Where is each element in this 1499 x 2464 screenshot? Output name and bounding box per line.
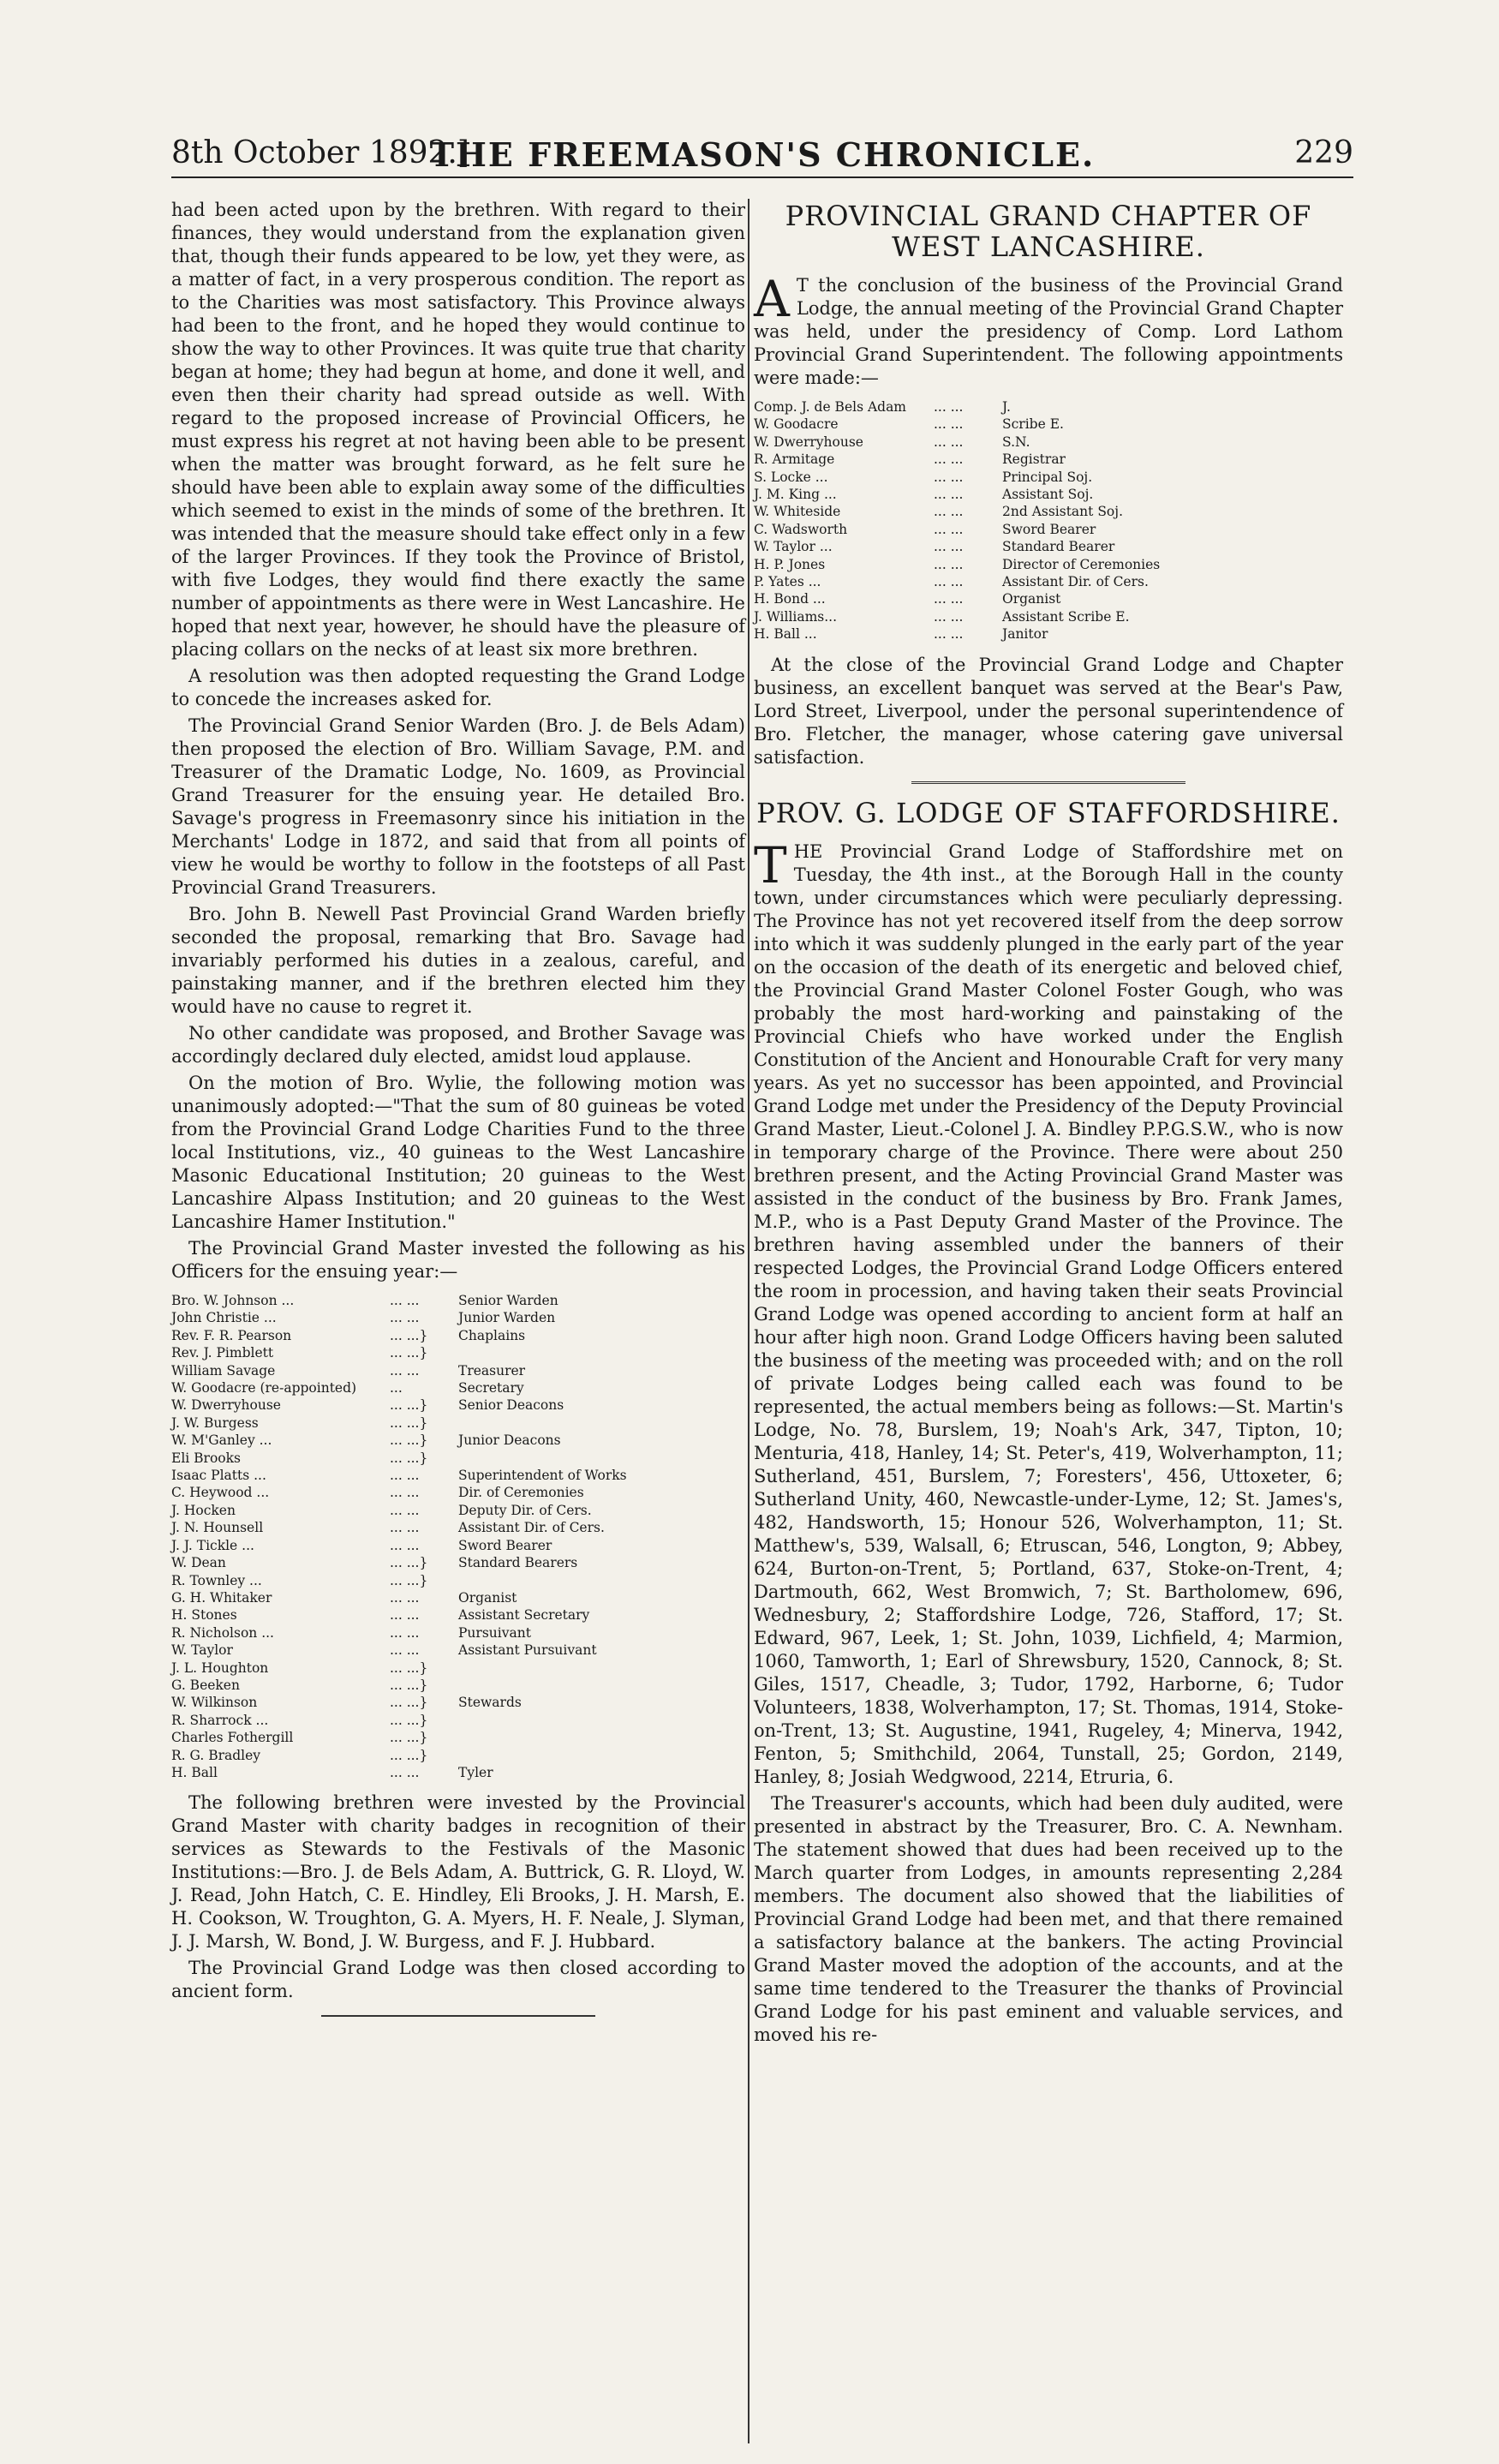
list-item xyxy=(754,538,1343,555)
paragraph: had been acted upon by the brethren. With regard to their finances, they would understand from the explanation given that, though their funds appeared to be low, yet they were, as a matter of fact, in a very prosperous condition. The report as to the Charities was most satisfactory. This Province always had been to the front, and he hoped they would continue to show the way to other Provinces. It was quite true that charity began at home; they had begun at home, and done it well, and even then their charity had spread outside as well. With regard to the proposed increase of Provincial Officers, he must express his regret at not having been able to be present when the matter was brought forward, as he felt sure he should have been able to explain away some of the difficulties which seemed to exist in the minds of some of the brethren. It was intended that the measure should take effect only in a few of the larger Provinces. If they took the Province of Bristol, with five Lodges, they would find there exactly the same number of appointments as there were in West Lancashire. He hoped that next year, however, he should have the pleasure of placing collars on the necks of at least six more brethren. xyxy=(171,200,745,660)
list-item-dots: ... ...} xyxy=(390,1432,428,1449)
list-item-dots: ... ...} xyxy=(390,1397,428,1414)
paragraph: On the motion of Bro. Wylie, the following motion was unanimously adopted:—"That the sum of 80 guineas be voted from the Provincial Grand Lodge Charities Fund to the three local Institutions, viz., 40 guineas to the West Lancashire Masonic Educational Institution; 20 guineas to the West Lancashire Alpass Institution; and 20 guineas to the West Lancashire Hamer Institution." xyxy=(171,1073,745,1232)
list-item xyxy=(171,1344,745,1361)
list-item-name: Charles Fothergill xyxy=(171,1730,294,1746)
list-item-office: Assistant Dir. of Cers. xyxy=(458,1520,605,1536)
list-item xyxy=(171,1484,745,1501)
list-item-office: Treasurer xyxy=(458,1362,526,1379)
list-item-name: P. Yates ... xyxy=(754,574,821,590)
list-item xyxy=(171,1606,745,1624)
list-item-name: Rev. F. R. Pearson xyxy=(171,1327,292,1343)
list-item-office xyxy=(458,1344,745,1361)
list-item-office xyxy=(458,1712,745,1729)
list-item-office xyxy=(458,1450,745,1467)
list-item-name: S. Locke ... xyxy=(754,469,828,485)
list-item-dots: ... ... xyxy=(390,1520,420,1536)
list-item-office xyxy=(458,1729,745,1746)
list-item-name: W. Wilkinson xyxy=(171,1695,258,1711)
paragraph: The Provincial Grand Senior Warden (Bro. J. de Bels Adam) then proposed the election of Bro. William Savage, P.M. and Treasurer of the Dramatic Lodge, No. 1609, as Provincial Grand Treasurer for the ensuing year. He detailed Bro. Savage's progress in Freemasonry since his initiation in the Merchants' Lodge in 1872, and said that from all points of view he would be worthy to follow in the footsteps of all Past Provincial Grand Treasurers. xyxy=(171,715,745,898)
list-item-office: Assistant Scribe E. xyxy=(1002,608,1130,625)
list-item xyxy=(171,1572,745,1589)
list-item-office: Deputy Dir. of Cers. xyxy=(458,1502,592,1518)
list-item-office: Registrar xyxy=(1002,452,1066,468)
list-item xyxy=(171,1467,745,1484)
paragraph: The following brethren were invested by the Provincial Grand Master with charity badges in recognition of their services as Stewards to the Festivals of the Masonic Institutions:—Bro. J. de Bels Adam, A. Buttrick, G. R. Lloyd, W. J. Read, John Hatch, C. E. Hindley, Eli Brooks, J. H. Marsh, E. H. Cookson, W. Troughton, G. A. Myers, H. F. Neale, J. Slyman, J. J. Marsh, W. Bond, J. W. Burgess, and F. J. Hubbard. xyxy=(171,1792,745,1953)
list-item-dots: ... ...} xyxy=(390,1414,428,1431)
list-item-office: Standard Bearer xyxy=(1002,539,1115,555)
paragraph: The Treasurer's accounts, which had been duly audited, were presented in abstract by the Treasurer, Bro. C. A. Newnham. The statement showed that dues had been received up to the March quarter from Lodges, in amounts representing 2,284 members. The document also showed that the liabilities of Provincial Grand Lodge had been met, and that there remained a satisfactory balance at the bankers. The acting Provincial Grand Master moved the adoption of the accounts, and at the same time tendered to the Treasurer the thanks of Provincial Grand Lodge for his past eminent and valuable services, and moved his re- xyxy=(754,1792,1343,2045)
list-item-dots: ... ...} xyxy=(390,1695,428,1711)
list-item-dots: ... ... xyxy=(934,539,964,555)
list-item-office: Principal Soj. xyxy=(1002,469,1093,485)
list-item-name: H. Ball ... xyxy=(754,626,817,643)
left-column xyxy=(171,199,745,2030)
list-item-name: H. Ball xyxy=(171,1764,218,1780)
list-item xyxy=(171,1502,745,1519)
officers-list xyxy=(171,1292,745,1781)
paragraph-text: HE Provincial Grand Lodge of Staffordshire met on Tuesday, the 4th inst., at the Borough Hall in the county town, under circumstances which were peculiarly depressing. The Province has not yet recovered itself from the deep sorrow into which it was suddenly plunged in the early part of the year on the occasion of the death of its energetic and beloved chief, the Provincial Grand Master Colonel Foster Gough, who was probably the most hard-working and painstaking of the Provincial Chiefs who have worked under the English Constitution of the Ancient and Honourable Craft for very many years. As yet no successor has been appointed, and Provincial Grand Lodge met under the Presidency of the Deputy Provincial Grand Master, Lieut.-Colonel J. A. Bindley P.P.G.S.W., who is now in temporary charge of the Province. There were about 250 brethren present, and the Acting Provincial Grand Master was assisted in the conduct of the business by Bro. Frank James, M.P., who is a Past Deputy Grand Master of the Province. The brethren having assembled under the banners of their respected Lodges, the Provincial Grand Lodge Officers entered the room in procession, and having taken their seats Provincial Grand Lodge was opened according to ancient form at half an hour after high noon. Grand Lodge Officers having been saluted the business of the meeting was proceeded with; and on the roll of private Lodges being called each was found to be represented, the actual members being as follows:—St. Martin's Lodge, No. 78, Burslem, 19; Noah's Ark, 347, Tipton, 10; Menturia, 418, Hanley, 14; St. Peter's, 419, Wolverhampton, 11; Sutherland, 451, Burslem, 7; Foresters', 456, Uttoxeter, 6; Sutherland Unity, 460, Newcastle-under-Lyme, 12; St. James's, 482, Handsworth, 15; Honour 526, Wolverhampton, 11; St. Matthew's, 539, Walsall, 6; Etruscan, 546, Longton, 9; Abbey, 624, Burton-on-Trent, 5; Portland, 637, Stoke-on-Trent, 4; Dartmouth, 662, West Bromwich, 7; St. Bartholomew, 696, Wednesbury, 2; Staffordshire Lodge, 726, Stafford, 17; St. Edward, 967, Leek, 1; St. John, 1039, Lichfield, 4; Marmion, 1060, Tamworth, 1; Earl of Shrewsbury, 1520, Cannock, 8; St. Giles, 1517, Cheadle, 3; Tudor, 1792, Harborne, 6; Tudor Volunteers, 1838, Wolverhampton, 17; St. Thomas, 1914, Stoke-on-Trent, 13; St. Augustine, 1941, Rugeley, 4; Minerva, 1942, Fenton, 5; Smithchild, 2064, Tunstall, 25; Gordon, 2149, Hanley, 8; Josiah Wedgwood, 2214, Etruria, 6. xyxy=(754,840,1343,1787)
list-item-dots: ... ... xyxy=(934,574,964,590)
list-item-office: Senior Deacons xyxy=(458,1397,564,1414)
list-item-name: R. Townley ... xyxy=(171,1572,262,1588)
list-item-dots: ... ... xyxy=(390,1642,420,1659)
list-item xyxy=(171,1362,745,1379)
list-item xyxy=(171,1432,745,1449)
paragraph: The Provincial Grand Lodge was then closed according to ancient form. xyxy=(171,1958,745,2002)
list-item xyxy=(171,1537,745,1554)
list-item-office: Tyler xyxy=(458,1764,493,1780)
list-item xyxy=(171,1624,745,1642)
list-item-office: Assistant Pursuivant xyxy=(458,1642,597,1659)
list-item xyxy=(171,1642,745,1659)
list-item-dots: ... ... xyxy=(934,399,964,415)
list-item-dots: ... ... xyxy=(390,1468,420,1484)
list-item-name: H. Bond ... xyxy=(754,591,826,607)
list-item-name: W. Dean xyxy=(171,1555,226,1571)
list-item-name: Rev. J. Pimblett xyxy=(171,1345,274,1361)
list-item-office: Organist xyxy=(458,1589,517,1606)
list-item-name: G. Beeken xyxy=(171,1677,240,1693)
list-item-name: J. N. Hounsell xyxy=(171,1520,264,1536)
list-item xyxy=(171,1450,745,1467)
list-item-office: Sword Bearer xyxy=(1002,521,1096,537)
list-item xyxy=(754,625,1343,643)
list-item-name: R. Sharrock ... xyxy=(171,1712,269,1728)
list-item-name: John Christie ... xyxy=(171,1310,277,1326)
list-item-office: Junior Deacons xyxy=(458,1432,561,1449)
list-item xyxy=(754,451,1343,468)
article-heading: PROV. G. LODGE OF STAFFORDSHIRE. xyxy=(756,796,1341,829)
list-item-office: Organist xyxy=(1002,591,1061,607)
list-item-office: Scribe E. xyxy=(1002,416,1064,433)
list-item-name: Eli Brooks xyxy=(171,1450,241,1466)
appointments-list xyxy=(754,398,1343,643)
paragraph: The Provincial Grand Master invested the following as his Officers for the ensuing year:— xyxy=(171,1238,745,1282)
list-item-dots: ... ... xyxy=(934,556,964,572)
list-item-name: William Savage xyxy=(171,1362,276,1379)
list-item-name: Comp. J. de Bels Adam xyxy=(754,399,907,415)
list-item-dots: ... ...} xyxy=(390,1572,428,1588)
header-title: THE FREEMASON'S CHRONICLE. xyxy=(429,135,1096,174)
list-item xyxy=(171,1554,745,1571)
page-number: 229 xyxy=(1294,135,1353,170)
list-item xyxy=(754,486,1343,503)
page-header xyxy=(171,129,1353,178)
list-item-office: Sword Bearer xyxy=(458,1537,552,1553)
list-item-name: H. Stones xyxy=(171,1607,237,1624)
list-item-dots: ... ... xyxy=(934,452,964,468)
list-item-office: Janitor xyxy=(1002,626,1048,643)
list-item-office xyxy=(458,1747,745,1764)
list-item xyxy=(171,1677,745,1694)
list-item xyxy=(754,503,1343,520)
paragraph-text: T the conclusion of the business of the Provincial Grand Lodge, the annual meeting of the Provincial Grand Chapter was held, under the presidency of Comp. Lord Lathom Provincial Grand Superintendent. The following appointments were made:— xyxy=(754,275,1343,388)
drop-cap: A xyxy=(754,270,790,328)
list-item-office: 2nd Assistant Soj. xyxy=(1002,504,1123,520)
list-item-office: Pursuivant xyxy=(458,1624,531,1641)
list-item-dots: ... ...} xyxy=(390,1747,428,1763)
list-item xyxy=(171,1519,745,1536)
list-item-name: Bro. W. Johnson ... xyxy=(171,1293,295,1308)
list-item-name: R. Armitage xyxy=(754,452,835,468)
article-heading: PROVINCIAL GRAND CHAPTER OF WEST LANCASHIRE. xyxy=(785,200,1312,263)
paragraph xyxy=(754,270,1343,390)
list-item-office: Dir. of Ceremonies xyxy=(458,1485,584,1501)
list-item-office: Director of Ceremonies xyxy=(1002,556,1161,572)
list-item-dots: ... ... xyxy=(390,1624,420,1641)
list-item-name: H. P. Jones xyxy=(754,556,826,572)
list-item-name: W. Dwerryhouse xyxy=(754,434,863,450)
list-item-office xyxy=(458,1572,745,1589)
list-item-office: S.N. xyxy=(1002,434,1030,450)
list-item-name: C. Wadsworth xyxy=(754,521,848,537)
list-item-dots: ... ...} xyxy=(390,1677,428,1693)
header-date: 8th October 1892.] xyxy=(171,135,469,170)
list-item-dots: ... ...} xyxy=(390,1327,428,1343)
list-item-dots: ... ... xyxy=(390,1362,420,1379)
list-item-name: W. Taylor xyxy=(171,1642,233,1659)
list-item-name: W. Goodacre xyxy=(754,416,839,433)
list-item-office xyxy=(458,1660,745,1677)
list-item-dots: ... ... xyxy=(934,626,964,643)
list-item-name: Isaac Platts ... xyxy=(171,1468,266,1484)
list-item xyxy=(171,1414,745,1432)
list-item-name: W. Dwerryhouse xyxy=(171,1397,281,1414)
list-item xyxy=(171,1660,745,1677)
list-item xyxy=(171,1694,745,1711)
list-item-office: J. xyxy=(1002,399,1011,415)
list-item-name: J. J. Tickle ... xyxy=(171,1537,254,1553)
list-item xyxy=(754,398,1343,416)
list-item xyxy=(171,1327,745,1344)
list-item-name: J. Hocken xyxy=(171,1502,236,1518)
list-item-dots: ... ...} xyxy=(390,1555,428,1571)
list-item-dots: ... ... xyxy=(934,416,964,433)
list-item-office: Assistant Soj. xyxy=(1002,487,1094,503)
list-item-dots: ... ...} xyxy=(390,1660,428,1676)
list-item xyxy=(754,573,1343,590)
paragraph: No other candidate was proposed, and Brother Savage was accordingly declared duly elected, amidst loud applause. xyxy=(171,1023,745,1067)
list-item-office xyxy=(458,1414,745,1432)
list-item-dots: ... ... xyxy=(934,591,964,607)
list-item-office xyxy=(458,1677,745,1694)
paragraph: At the close of the Provincial Grand Lodge and Chapter business, an excellent banquet was served at the Bear's Paw, Lord Street, Liverpool, under the personal superintendence of Bro. Fletcher, the manager, whose catering gave universal satisfaction. xyxy=(754,654,1343,768)
list-item-dots: ... ... xyxy=(934,504,964,520)
list-item-name: J. M. King ... xyxy=(754,487,837,503)
section-rule xyxy=(321,2015,595,2017)
list-item xyxy=(171,1396,745,1414)
list-item xyxy=(754,434,1343,451)
list-item-dots: ... ... xyxy=(390,1764,420,1780)
list-item-dots: ... ... xyxy=(934,487,964,503)
paragraph xyxy=(754,835,1343,1789)
section-rule xyxy=(911,781,1185,784)
list-item-name: W. Taylor ... xyxy=(754,539,833,555)
paragraph: Bro. John B. Newell Past Provincial Grand Warden briefly seconded the proposal, remarking that Bro. Savage had invariably performed his duties in a zealous, careful, and painstaking manner, and if the brethren elected him they would have no cause to regret it. xyxy=(171,904,745,1017)
list-item-name: C. Heywood ... xyxy=(171,1485,270,1501)
list-item-dots: ... ... xyxy=(390,1293,420,1308)
list-item-dots: ... ... xyxy=(934,434,964,450)
list-item-dots: ... ... xyxy=(390,1502,420,1518)
list-item-name: W. Goodacre (re-appointed) xyxy=(171,1380,357,1396)
list-item-office: Assistant Dir. of Cers. xyxy=(1002,574,1149,590)
list-item-dots: ... xyxy=(390,1380,403,1396)
list-item-name: G. H. Whitaker xyxy=(171,1589,272,1606)
list-item xyxy=(754,469,1343,486)
list-item-dots: ... ... xyxy=(390,1485,420,1501)
list-item-dots: ... ... xyxy=(934,521,964,537)
list-item xyxy=(754,556,1343,573)
list-item-office: Junior Warden xyxy=(458,1310,556,1326)
list-item-dots: ... ... xyxy=(934,608,964,625)
list-item-name: R. G. Bradley xyxy=(171,1747,261,1763)
list-item-office: Standard Bearers xyxy=(458,1555,578,1571)
list-item-office: Chaplains xyxy=(458,1327,526,1343)
list-item-name: J. W. Burgess xyxy=(171,1414,259,1431)
list-item xyxy=(171,1589,745,1606)
list-item-dots: ... ...} xyxy=(390,1450,428,1466)
list-item xyxy=(171,1309,745,1326)
list-item-name: W. M'Ganley ... xyxy=(171,1432,272,1449)
list-item-dots: ... ...} xyxy=(390,1712,428,1728)
list-item xyxy=(754,521,1343,538)
column-divider xyxy=(748,199,750,2443)
list-item-office: Superintendent of Works xyxy=(458,1468,627,1484)
list-item-office: Stewards xyxy=(458,1695,522,1711)
list-item xyxy=(171,1712,745,1729)
list-item xyxy=(171,1379,745,1396)
list-item xyxy=(171,1729,745,1746)
list-item xyxy=(171,1764,745,1781)
list-item-name: J. Williams... xyxy=(754,608,838,625)
list-item xyxy=(754,590,1343,607)
list-item-dots: ... ... xyxy=(390,1607,420,1624)
list-item-office: Assistant Secretary xyxy=(458,1607,590,1624)
list-item-office: Secretary xyxy=(458,1380,524,1396)
list-item-dots: ... ... xyxy=(934,469,964,485)
list-item-office: Senior Warden xyxy=(458,1293,558,1308)
list-item-dots: ... ...} xyxy=(390,1345,428,1361)
list-item xyxy=(171,1292,745,1309)
list-item-dots: ... ... xyxy=(390,1310,420,1326)
paragraph: A resolution was then adopted requesting the Grand Lodge to concede the increases asked for. xyxy=(171,666,745,709)
list-item-dots: ... ... xyxy=(390,1537,420,1553)
drop-cap: T xyxy=(754,835,787,894)
list-item xyxy=(171,1747,745,1764)
list-item-name: W. Whiteside xyxy=(754,504,841,520)
list-item-dots: ... ...} xyxy=(390,1730,428,1746)
list-item-name: J. L. Houghton xyxy=(171,1660,269,1676)
list-item xyxy=(754,416,1343,433)
list-item xyxy=(754,608,1343,625)
right-column xyxy=(754,199,1343,2050)
list-item-name: R. Nicholson ... xyxy=(171,1624,274,1641)
list-item-dots: ... ... xyxy=(390,1589,420,1606)
